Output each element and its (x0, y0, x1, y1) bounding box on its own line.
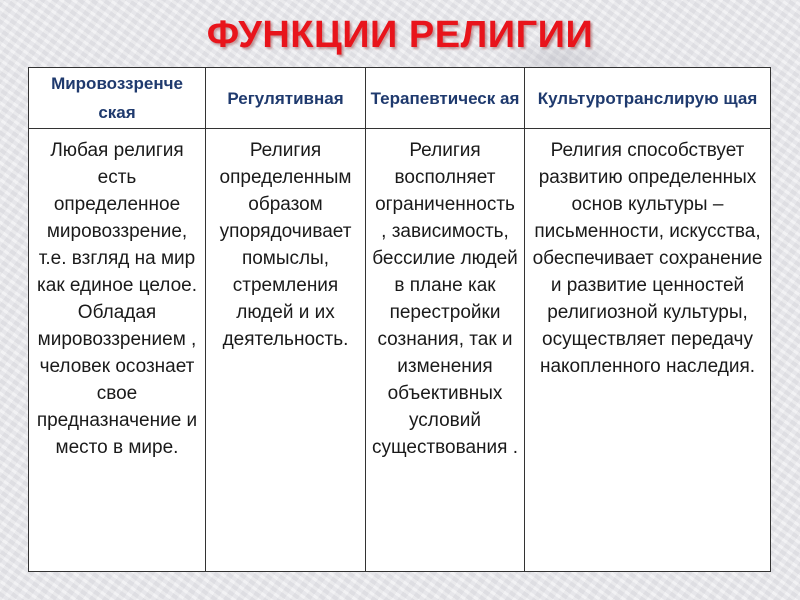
cell-therapeutic: Религия восполняет ограниченность , зависимость, бессилие людей в плане как перестройки сознания, так и изменения объективных условий существования . (366, 129, 525, 572)
cell-regulatory: Религия определенным образом упорядочивает помыслы, стремления людей и их деятельность. (206, 129, 366, 572)
header-therapeutic: Терапевтическ ая (366, 68, 525, 129)
table-row (29, 129, 771, 572)
functions-table (28, 67, 771, 572)
cell-worldview: Любая религия есть определенное мировоззрение, т.е. взгляд на мир как единое целое. Обладая мировоззрением , человек осознает свое предназначение и место в мире. (29, 129, 206, 572)
header-culture-transmitting: Культуротранслирую щая (525, 68, 771, 129)
page-title: ФУНКЦИИ РЕЛИГИИ (206, 14, 594, 56)
cell-culture-transmitting: Религия способствует развитию определенных основ культуры – письменности, искусства, обеспечивает сохранение и развитие ценностей религиозной культуры, осуществляет передачу накопленного наследия. (525, 129, 771, 572)
header-regulatory: Регулятивная (206, 68, 366, 129)
table-header-row (29, 68, 771, 129)
header-worldview: Мировоззренче ская (29, 68, 206, 129)
